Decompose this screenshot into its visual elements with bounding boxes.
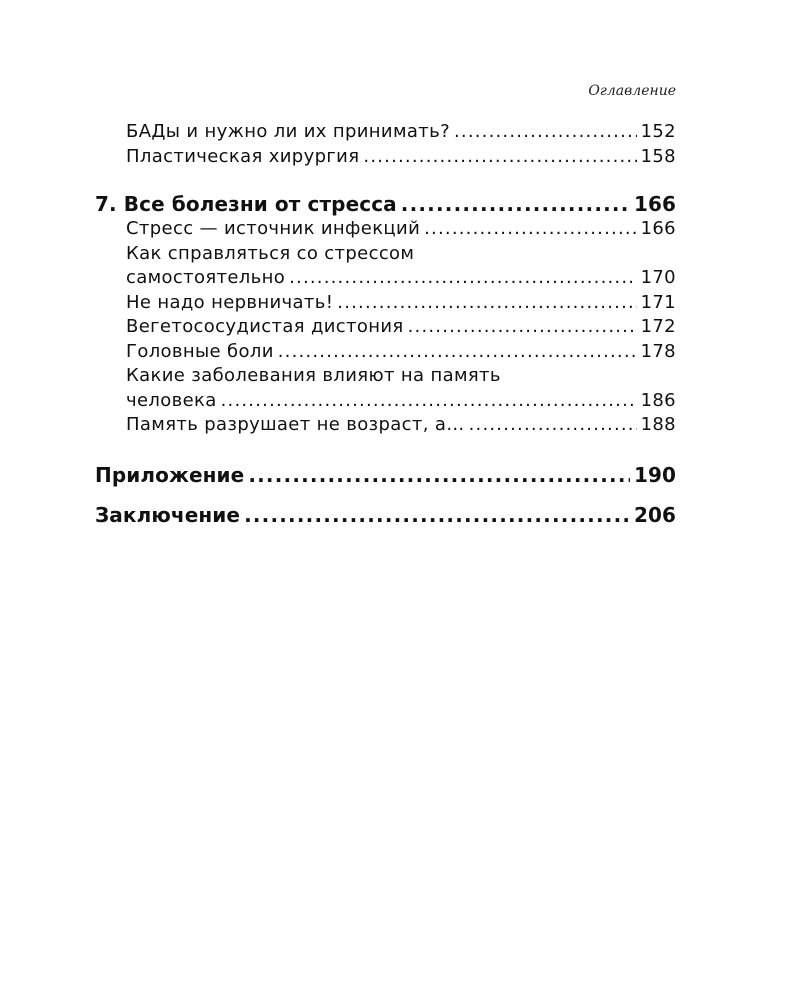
section-page: 190 [633, 462, 676, 487]
toc-entry [95, 266, 676, 291]
toc-entry-page: 158 [640, 145, 676, 167]
dot-leader [337, 291, 636, 316]
section-title: Заключение [95, 502, 241, 527]
toc-entry-title: Не надо нервничать! [126, 291, 334, 313]
toc-entry [95, 413, 676, 438]
toc-entry-title-part: самостоятельно [126, 267, 286, 288]
toc-entry-title-part: Как справляться со стрессом [126, 242, 415, 264]
toc-entry [95, 145, 676, 170]
toc-entry-title-part: человека [126, 389, 217, 411]
section-title: Приложение [95, 462, 245, 487]
chapter-title: 7. Все болезни от стресса [95, 192, 397, 216]
dot-leader [408, 315, 637, 340]
toc-entry-title: Стресс — источник инфекций [126, 218, 421, 239]
toc-entry-page: 186 [640, 389, 676, 411]
toc-entry-title: Головные боли [126, 340, 274, 362]
dot-leader [469, 413, 637, 438]
toc-entry-page: 166 [640, 218, 676, 239]
dot-leader [244, 502, 630, 528]
dot-leader [278, 340, 637, 365]
dot-leader [454, 120, 637, 145]
toc-entry-title-line [95, 364, 676, 389]
toc-entry-title: Память разрушает не возраст, а… [126, 414, 465, 435]
toc-entry [95, 120, 676, 145]
toc-entry-page: 188 [640, 414, 676, 435]
toc-entry [95, 340, 676, 365]
toc-entry-title-part: Какие заболевания влияют на память [126, 365, 501, 386]
dot-leader [424, 217, 636, 242]
dot-leader [248, 462, 630, 488]
toc-entry-page: 178 [640, 340, 676, 362]
toc-entry-page: 170 [640, 267, 676, 288]
running-header: Оглавление [588, 83, 676, 99]
toc-entry-page: 172 [640, 316, 676, 337]
table-of-contents [95, 120, 676, 528]
section-page: 206 [633, 502, 676, 527]
toc-entry-title: Вегетососудистая дистония [126, 316, 404, 337]
toc-entry-page: 171 [640, 291, 676, 313]
dot-leader [401, 191, 630, 217]
toc-entry [95, 291, 676, 316]
toc-appendix [95, 462, 676, 488]
toc-chapter-7 [95, 191, 676, 217]
toc-conclusion [95, 502, 676, 528]
dot-leader [363, 145, 636, 170]
toc-entry [95, 217, 676, 242]
dot-leader [289, 266, 636, 291]
toc-entry [95, 315, 676, 340]
toc-entry-title-line [95, 242, 676, 267]
toc-entry [95, 389, 676, 414]
dot-leader [221, 389, 637, 414]
chapter-page: 166 [633, 192, 676, 216]
toc-entry-page: 152 [640, 121, 676, 142]
toc-entry-title: БАДы и нужно ли их принимать? [126, 121, 450, 142]
toc-entry-title: Пластическая хирургия [126, 145, 360, 167]
